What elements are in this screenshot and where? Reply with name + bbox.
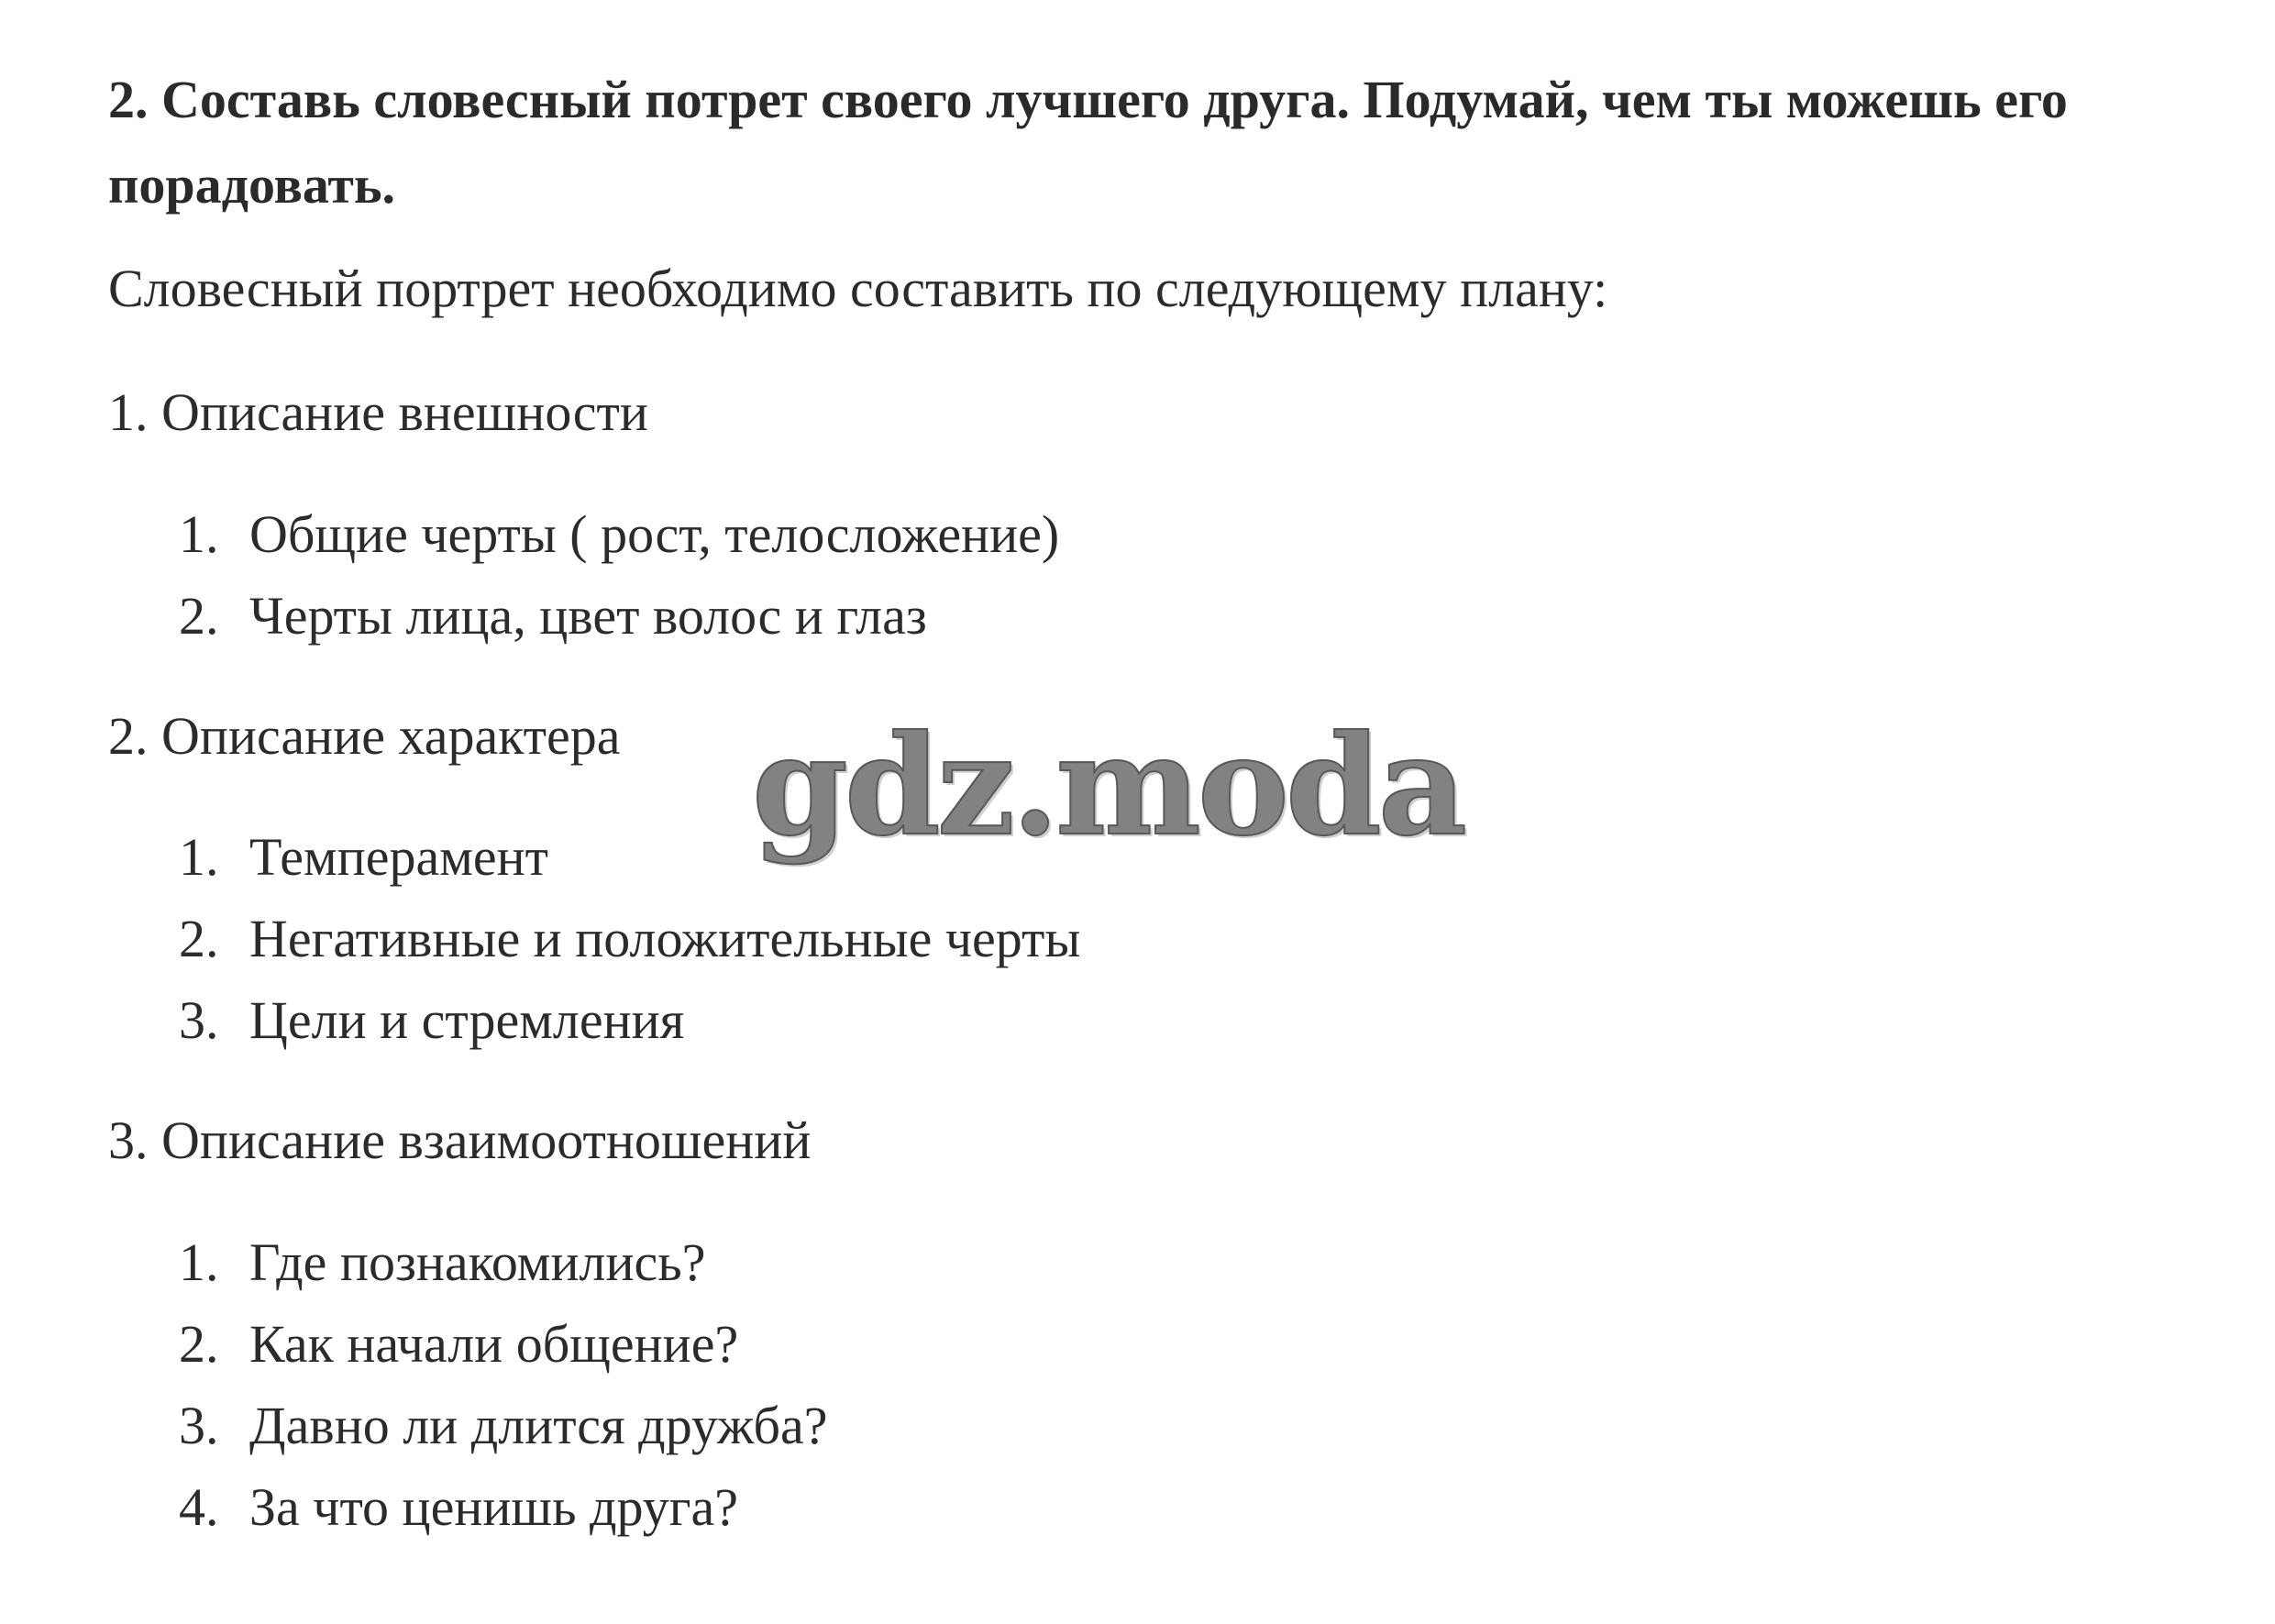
list-item [179,493,1059,575]
watermark-logo: gdz.moda [752,705,1464,867]
list-item [179,1385,827,1466]
list-item [179,1221,827,1303]
list-item-number: 1. [179,827,219,887]
intro-text: Словесный портрет необходимо составить по следующему плану: [108,259,1608,318]
list-item-text: Черты лица, цвет волос и глаз [249,586,927,646]
list-item-number: 3. [179,990,219,1050]
list-item-text: За что ценишь друга? [249,1477,739,1537]
list-item [179,979,1080,1061]
list-item [179,898,1080,979]
task-heading: 2. Составь словесный потрет своего лучшего друга. Подумай, чем ты можешь его порадовать. [108,70,2068,215]
list-item-text: Давно ли длится дружба? [249,1396,828,1455]
list-item-text: Где познакомились? [249,1232,706,1292]
list-item-text: Общие черты ( рост, телосложение) [249,504,1060,564]
list-item [179,1466,827,1548]
list-item-text: Темперамент [249,827,549,887]
list-item-number: 3. [179,1396,219,1455]
list-item-number: 1. [179,1232,219,1292]
list-item-number: 2. [179,1314,219,1374]
sub-list-appearance [179,493,1059,657]
list-item-number: 2. [179,909,219,968]
list-item-text: Цели и стремления [249,990,685,1050]
list-item-number: 4. [179,1477,219,1537]
list-item [179,1303,827,1385]
list-item-text: Негативные и положительные черты [249,909,1081,968]
section-title-character: 2. Описание характера [108,706,621,766]
list-item [179,575,1059,657]
sub-list-relationships [179,1221,827,1548]
section-title-appearance: 1. Описание внешности [108,382,648,442]
list-item-text: Как начали общение? [249,1314,739,1374]
list-item-number: 2. [179,586,219,646]
section-title-relationships: 3. Описание взаимоотношений [108,1110,812,1170]
list-item-number: 1. [179,504,219,564]
